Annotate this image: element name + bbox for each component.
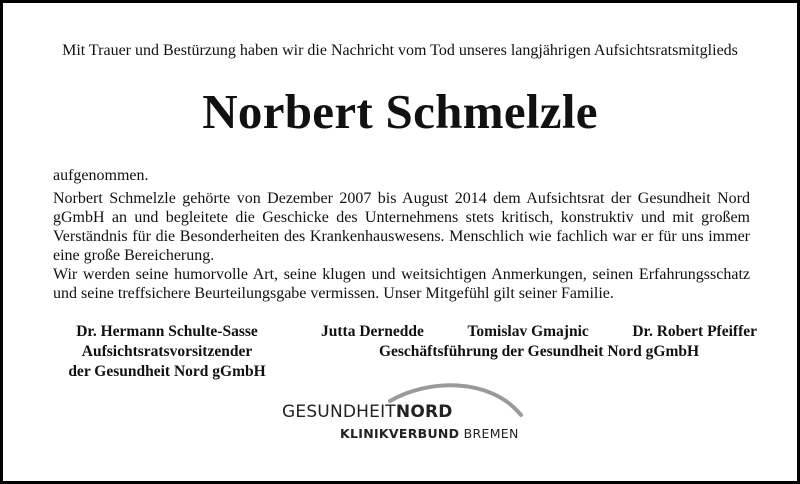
received-text: aufgenommen. [53,167,149,184]
signature-management-role: Geschäftsführung der Gesundheit Nord gGmbH [378,343,700,360]
signature-chairman-name: Dr. Hermann Schulte-Sasse [76,323,258,340]
gesundheit-nord-logo [278,381,528,445]
signature-manager-name: Jutta Dernedde [321,323,424,340]
logo-word-klinikverbund: KLINIKVERBUND [340,426,460,441]
signature-manager-name: Tomislav Gmajnic [467,323,589,340]
logo-word-nord: NORD [395,402,453,422]
paragraph-condolence: Wir werden seine humorvolle Art, seine klugen und weitsichtigen Anmerkungen, seinen Erfahrungsschatz und seine treffsichere Beurteilungsgabe vermissen. Unser Mitgefühl gilt seiner Familie. [53,266,750,302]
paragraph-membership: Norbert Schmelzle gehörte von Dezember 2007 bis August 2014 dem Aufsichtsrat der Gesundheit Nord gGmbH an und begleitete die Geschicke des Unternehmens stets kritisch, konstruktiv und mit großem Verständnis für die Besonderheiten des Krankenhauswesens. Menschlich wie fachlich war er für uns immer eine große Bereicherung. [53,190,750,264]
logo-subline [340,426,519,442]
logo-wordmark [282,402,453,422]
intro-text: Mit Trauer und Bestürzung haben wir die Nachricht vom Tod unseres langjährigen Aufsichtsratsmitglieds [62,42,738,59]
signature-chairman [49,322,285,382]
logo-word-gesundheit: GESUNDHEIT [282,402,396,422]
logo-word-bremen: BREMEN [463,426,519,441]
signature-chairman-role: Aufsichtsratsvorsitzender [81,343,253,360]
deceased-name: Norbert Schmelzle [202,84,598,139]
signature-chairman-org: der Gesundheit Nord gGmbH [68,363,266,380]
signature-manager-name: Dr. Robert Pfeiffer [632,323,757,340]
signature-management-names [321,322,757,342]
